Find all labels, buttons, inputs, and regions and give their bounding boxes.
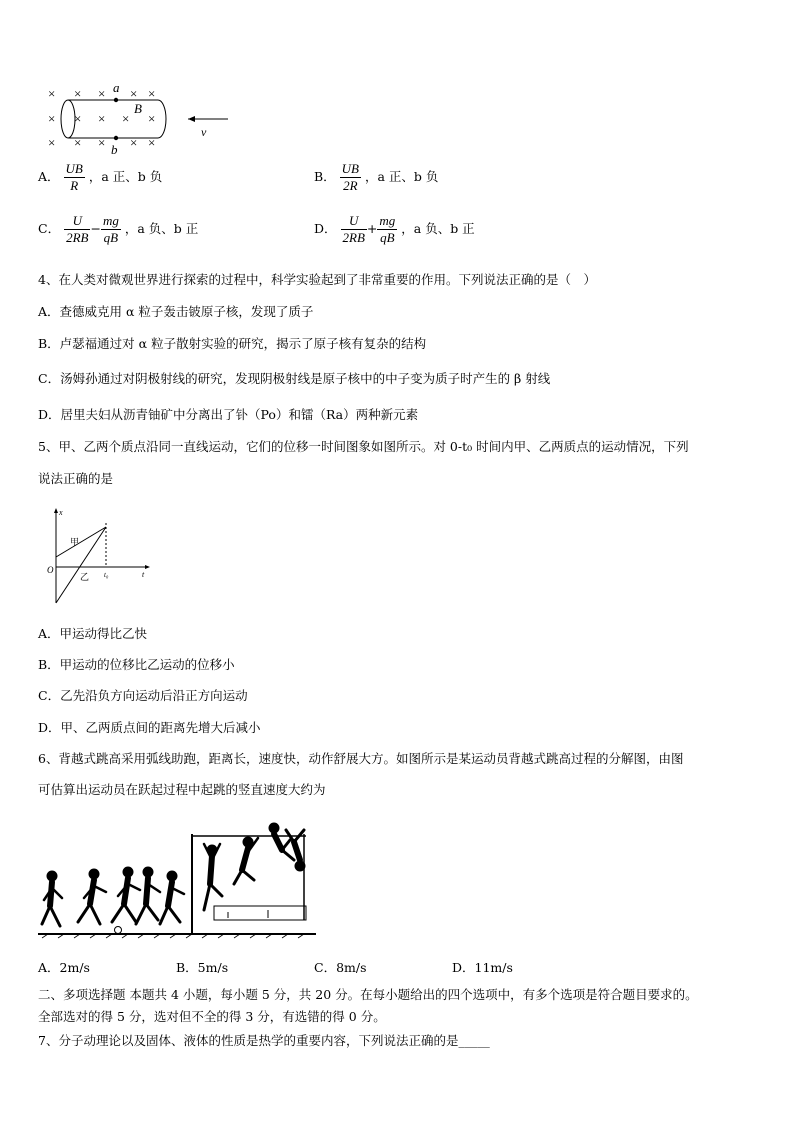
q5-option-b: B．甲运动的位移比乙运动的位移小: [38, 657, 235, 672]
q7-stem: 7、分子动理论以及固体、液体的性质是热学的重要内容，下列说法正确的是_____: [38, 1033, 490, 1048]
label-B: B: [134, 101, 142, 116]
q5-option-d: D．甲、乙两质点间的距离先增大后减小: [38, 720, 261, 735]
q5-option-c: C．乙先沿负方向运动后沿正方向运动: [38, 688, 248, 703]
q6-stem-line1: 6、背越式跳高采用弧线助跑，距离长，速度快，动作舒展大方。如图所示是某运动员背越式跳高过程的分解图，由图: [38, 751, 684, 766]
origin-label: O: [47, 565, 54, 575]
q6-option-c: C．8m/s: [314, 960, 367, 975]
q6-stem-line2: 可估算出运动员在跃起过程中起跳的竖直速度大约为: [38, 782, 326, 797]
svg-text:×: ×: [130, 135, 138, 150]
position-time-graph: [44, 505, 154, 607]
svg-text:×: ×: [74, 135, 82, 150]
svg-text:×: ×: [122, 111, 130, 126]
axis-x-label: x: [59, 508, 63, 517]
svg-text:×: ×: [48, 86, 56, 101]
t0-label: t₀: [104, 571, 109, 579]
q4-option-c: C．汤姆孙通过对阴极射线的研究，发现阴极射线是原子核中的中子变为质子时产生的 β 射线: [38, 371, 551, 386]
q4-option-d: D．居里夫妇从沥青铀矿中分离出了钋（Po）和镭（Ra）两种新元素: [38, 407, 419, 422]
q5-stem-line2: 说法正确的是: [38, 471, 114, 486]
svg-text:×: ×: [98, 111, 106, 126]
svg-text:×: ×: [48, 111, 56, 126]
axis-t-label: t: [142, 570, 145, 579]
svg-text:×: ×: [98, 86, 106, 101]
q6-option-a: A．2m/s: [38, 960, 90, 975]
q6-option-d: D．11m/s: [452, 960, 513, 975]
section2-instructions-line1: 二、多项选择题 本题共 4 小题，每小题 5 分，共 20 分。在每小题给出的四个选项中，有多个选项是符合题目要求的。: [38, 987, 698, 1002]
q4-option-b: B．卢瑟福通过对 α 粒子散射实验的研究，揭示了原子核有复杂的结构: [38, 336, 427, 351]
svg-text:×: ×: [148, 111, 156, 126]
svg-text:×: ×: [130, 86, 138, 101]
q3-option-c: C． $\frac{U}{2RB}$ − $\frac{mg}{qB}$ ，a 负、b 正: [38, 213, 199, 245]
high-jump-sequence-illustration: [38, 820, 320, 942]
svg-text:×: ×: [74, 111, 82, 126]
svg-text:×: ×: [148, 86, 156, 101]
q5-option-a: A．甲运动得比乙快: [38, 626, 148, 641]
q3-option-b: B． $\frac{UB}{2R}$ ，a 正、b 负: [314, 161, 439, 193]
svg-text:×: ×: [74, 86, 82, 101]
q3-option-d: D． $\frac{U}{2RB}$ + $\frac{mg}{qB}$ ，a 负、b 正: [314, 213, 475, 245]
q6-option-b: B．5m/s: [176, 960, 229, 975]
label-a: a: [113, 80, 120, 95]
svg-text:×: ×: [98, 135, 106, 150]
q4-stem: 4、在人类对微观世界进行探索的过程中，科学实验起到了非常重要的作用。下列说法正确的是（ ）: [38, 272, 596, 287]
q4-option-a: A．查德威克用 α 粒子轰击铍原子核，发现了质子: [38, 304, 314, 319]
q5-stem-line1: 5、甲、乙两个质点沿同一直线运动，它们的位移一时间图象如图所示。对 0-t₀ 时间内甲、乙两质点的运动情况，下列: [38, 439, 689, 454]
yi-label: 乙: [80, 572, 90, 582]
q3-option-a: A． $\frac{UB}{R}$ ，a 正、b 负: [38, 161, 163, 193]
jia-label: 甲: [70, 537, 80, 547]
svg-text:×: ×: [148, 135, 156, 150]
svg-text:×: ×: [48, 135, 56, 150]
magnetic-field-figure: [40, 80, 240, 158]
label-v: v: [201, 125, 207, 139]
label-b: b: [111, 142, 118, 157]
section2-instructions-line2: 全部选对的得 5 分，选对但不全的得 3 分，有选错的得 0 分。: [38, 1009, 386, 1024]
